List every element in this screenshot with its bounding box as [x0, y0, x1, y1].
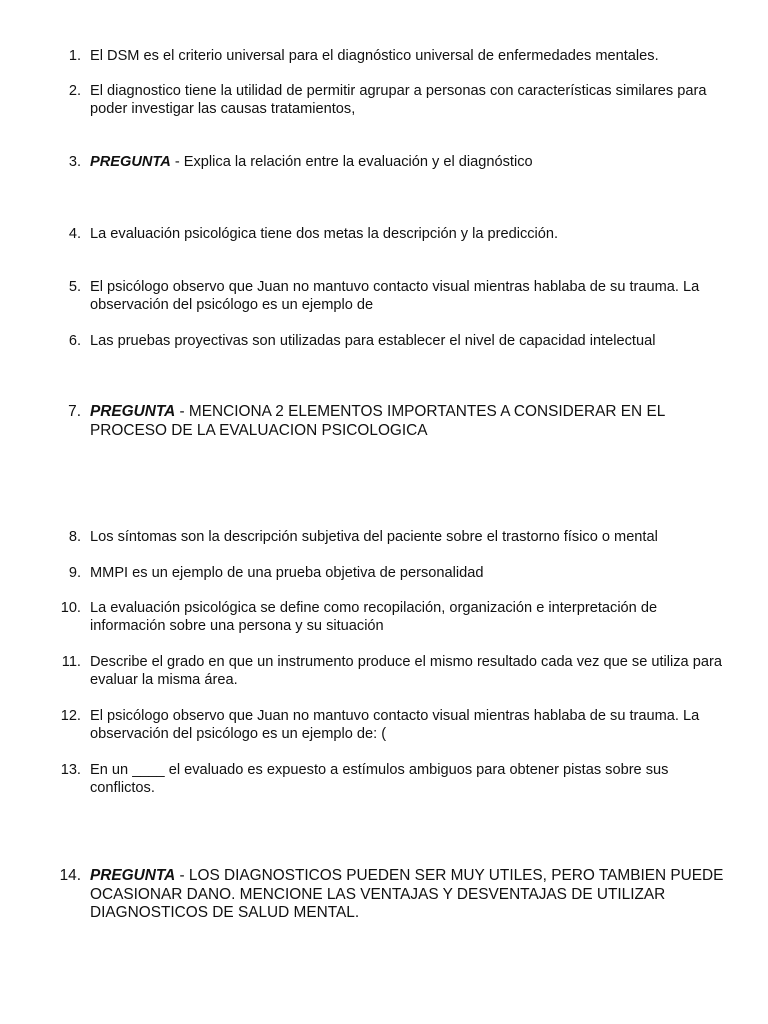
- item-text: El psicólogo observo que Juan no mantuvo contacto visual mientras hablaba de su trauma. La observación del psicólogo es un ejemplo de: (: [90, 708, 700, 742]
- item-number: 10.: [60, 600, 81, 616]
- item-number: 11.: [61, 654, 81, 670]
- item-number: 13.: [60, 762, 81, 778]
- question-label: PREGUNTA: [90, 403, 176, 420]
- item-text: La evaluación psicológica se define como recopilación, organización e interpretación de información sobre una persona y su situación: [90, 600, 658, 634]
- question-label: PREGUNTA: [90, 154, 171, 170]
- item-number: 3.: [68, 154, 81, 170]
- item-text: El diagnostico tiene la utilidad de permitir agrupar a personas con características similares para poder investigar las causas tratamientos,: [90, 83, 707, 117]
- item-number: 14.: [59, 867, 81, 884]
- item-number: 5.: [68, 279, 81, 295]
- item-number: 7.: [68, 403, 81, 420]
- item-number: 9.: [68, 565, 81, 581]
- question-text: [90, 867, 728, 923]
- question-text: [90, 153, 728, 171]
- item-text: El DSM es el criterio universal para el diagnóstico universal de enfermedades mentales.: [90, 48, 659, 64]
- item-number: 6.: [68, 333, 81, 349]
- item-text: El psicólogo observo que Juan no mantuvo contacto visual mientras hablaba de su trauma. La observación del psicólogo es un ejemplo de: [90, 279, 700, 313]
- item-number: 8.: [68, 529, 81, 545]
- item-text: Las pruebas proyectivas son utilizadas para establecer el nivel de capacidad intelectual: [90, 333, 656, 349]
- item-text: - Explica la relación entre la evaluación y el diagnóstico: [170, 154, 533, 170]
- question-text: [90, 403, 728, 440]
- item-number: 12.: [60, 708, 81, 724]
- item-text: - LOS DIAGNOSTICOS PUEDEN SER MUY UTILES, PERO TAMBIEN PUEDE OCASIONAR DANO. MENCIONE LAS VENTAJAS Y DESVENTAJAS DE UTILIZAR DIAGNOSTICOS DE SALUD MENTAL.: [90, 867, 724, 921]
- item-text: MMPI es un ejemplo de una prueba objetiva de personalidad: [90, 565, 484, 581]
- item-text: - MENCIONA 2 ELEMENTOS IMPORTANTES A CONSIDERAR EN EL PROCESO DE LA EVALUACION PSICOLOGICA: [90, 403, 665, 439]
- question-label: PREGUNTA: [90, 867, 176, 884]
- item-text: Describe el grado en que un instrumento produce el mismo resultado cada vez que se utiliza para evaluar la misma área.: [90, 654, 722, 688]
- item-number: 4.: [68, 226, 81, 242]
- item-text: En un ____ el evaluado es expuesto a estímulos ambiguos para obtener pistas sobre sus conflictos.: [90, 762, 669, 796]
- item-text: La evaluación psicológica tiene dos metas la descripción y la predicción.: [90, 226, 559, 242]
- item-text: Los síntomas son la descripción subjetiva del paciente sobre el trastorno físico o mental: [90, 529, 658, 545]
- item-number: 2.: [68, 83, 81, 99]
- item-number: 1.: [68, 48, 81, 64]
